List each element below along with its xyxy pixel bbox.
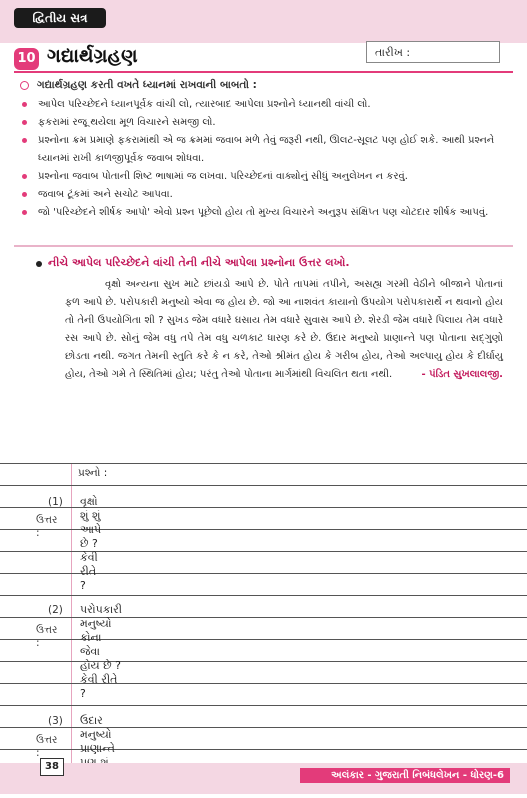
bullet-icon — [22, 192, 27, 197]
tips-heading-text: ગદ્યાર્થગ્રહણ કરતી વખતે ધ્યાનમાં રાખવાની બાબતો : — [37, 79, 257, 91]
tip-item — [20, 132, 510, 168]
answer-label: ઉત્તર : — [36, 514, 58, 539]
tip-text: ફકરામાં રજૂ થયેલા મૂળ વિચારને સમજી લો. — [38, 117, 216, 128]
tip-item — [20, 204, 510, 222]
chapter-title: ગદ્યાર્થગ્રહણ — [47, 45, 138, 67]
answer-label: ઉત્તર : — [36, 624, 58, 649]
tip-item — [20, 186, 510, 204]
bullet-icon — [22, 120, 27, 125]
semester-tab: દ્વિતીય સત્ર — [14, 8, 106, 28]
page-number: 38 — [40, 758, 64, 776]
task-instruction: નીચે આપેલ પરિચ્છેદને વાંચી તેની નીચે આપેલા પ્રશ્નોના ઉત્તર લખો. — [48, 256, 350, 269]
bullet-icon — [22, 210, 27, 215]
questions-heading: પ્રશ્નો : — [78, 467, 108, 479]
header-rule — [14, 71, 513, 73]
question-number: (2) — [48, 604, 63, 616]
ruled-line — [0, 705, 527, 706]
margin-line — [71, 463, 72, 763]
ring-bullet-icon — [20, 81, 29, 90]
bullet-icon — [22, 138, 27, 143]
tips-list — [20, 96, 510, 222]
passage — [65, 276, 503, 384]
passage-author: - પંડિત સુખલાલજી. — [421, 369, 503, 380]
question-text: પરોપકારી મનુષ્યો કોના જેવા હોય છે ? કેવી રીતે ? — [80, 603, 123, 700]
section-divider — [14, 245, 513, 247]
question-text: ઉદાર મનુષ્યો પ્રાણાન્તે — [80, 714, 115, 755]
book-title: અલંકાર - ગુજરાતી નિબંધલેખન - ધોરણ-6 — [300, 768, 510, 783]
chapter-number-badge: 10 — [14, 48, 39, 70]
tips-heading — [20, 79, 257, 92]
tip-text: જવાબ ટૂંકમાં અને સચોટ આપવા. — [38, 189, 173, 200]
tip-text: આપેલ પરિચ્છેદને ધ્યાનપૂર્વક વાંચી લો, ત્યારબાદ આપેલા પ્રશ્નોને ધ્યાનથી વાંચી લો. — [38, 99, 371, 110]
question-number: (1) — [48, 496, 63, 508]
ruled-line — [0, 463, 527, 464]
tip-text: જો 'પરિચ્છેદને શીર્ષક આપો' એવો પ્રશ્ન પૂછેલો હોય તો મુખ્ય વિચારને અનુરૂપ સંક્ષિપ્ત પણ ચોટદાર શીર્ષક આપવું. — [38, 207, 489, 218]
date-field[interactable]: તારીખ : — [366, 41, 500, 63]
question-text: વૃક્ષો શું શું આપે છે ? કેવી રીતે ? — [80, 495, 102, 592]
tip-text: પ્રશ્નોના જવાબ પોતાની શિષ્ટ ભાષામાં જ લખવા. પરિચ્છેદનાં વાક્યોનું સીધું અનુલેખન ન કરવું. — [38, 171, 408, 182]
answer-label: ઉત્તર : — [36, 734, 58, 759]
passage-text: વૃક્ષો અન્યના સુખ માટે છાંયડો આપે છે. પોતે તાપમાં તપીને, અસહ્ય ગરમી વેઠીને બીજાને પોતાનાં ફળ આપે છે. પરોપકારી મનુષ્યો એવા જ હોય છે. જો આ નાશવંત કાયાનો ઉપયોગ પરોપકારાર્થે ન થવાનો હોય તો તેની ઉપયોગિતા શી ? સુખડ જેમ વધારે ઘસાય તેમ વધારે સુવાસ આપે છે. શેરડી જેમ વધારે પિલાય તેમ વધારે રસ આપે છે. સોનું જેમ વધુ તપે તેમ વધુ ચળકાટ ધારણ કરે છે. ઉદાર મનુષ્યો પ્રાણાન્તે પણ પોતાના સદ્ગુણો છોડતા નથી. જગત તેમની સ્તુતિ કરે કે ન કરે, તેઓ શ્રીમંત હોય કે ગરીબ હોય, તેઓ અલ્પાયુ હોય કે દીર્ઘાયુ હોય, તેઓ ગમે તે સ્થિતિમાં હોય; પરંતુ તેઓ પોતાના માર્ગમાંથી વિચલિત થતા નથી. — [65, 279, 503, 380]
tip-item — [20, 114, 510, 132]
bullet-icon — [22, 102, 27, 107]
bullet-icon — [22, 174, 27, 179]
bullet-icon — [36, 261, 42, 267]
tip-item — [20, 96, 510, 114]
ruled-line — [0, 595, 527, 596]
tip-text: પ્રશ્નોના ક્રમ પ્રમાણે ફકરામાંથી એ જ ક્રમમાં જવાબ મળે તેવું જરૂરી નથી, ઊલટ-સૂલટ પણ હોઈ શકે. આથી પ્રશ્નને ધ્યાનમાં રાખી કાળજીપૂર્વક જવાબ શોધવા. — [38, 135, 495, 164]
tip-item — [20, 168, 510, 186]
ruled-line — [0, 485, 527, 486]
question-number: (3) — [48, 715, 63, 727]
